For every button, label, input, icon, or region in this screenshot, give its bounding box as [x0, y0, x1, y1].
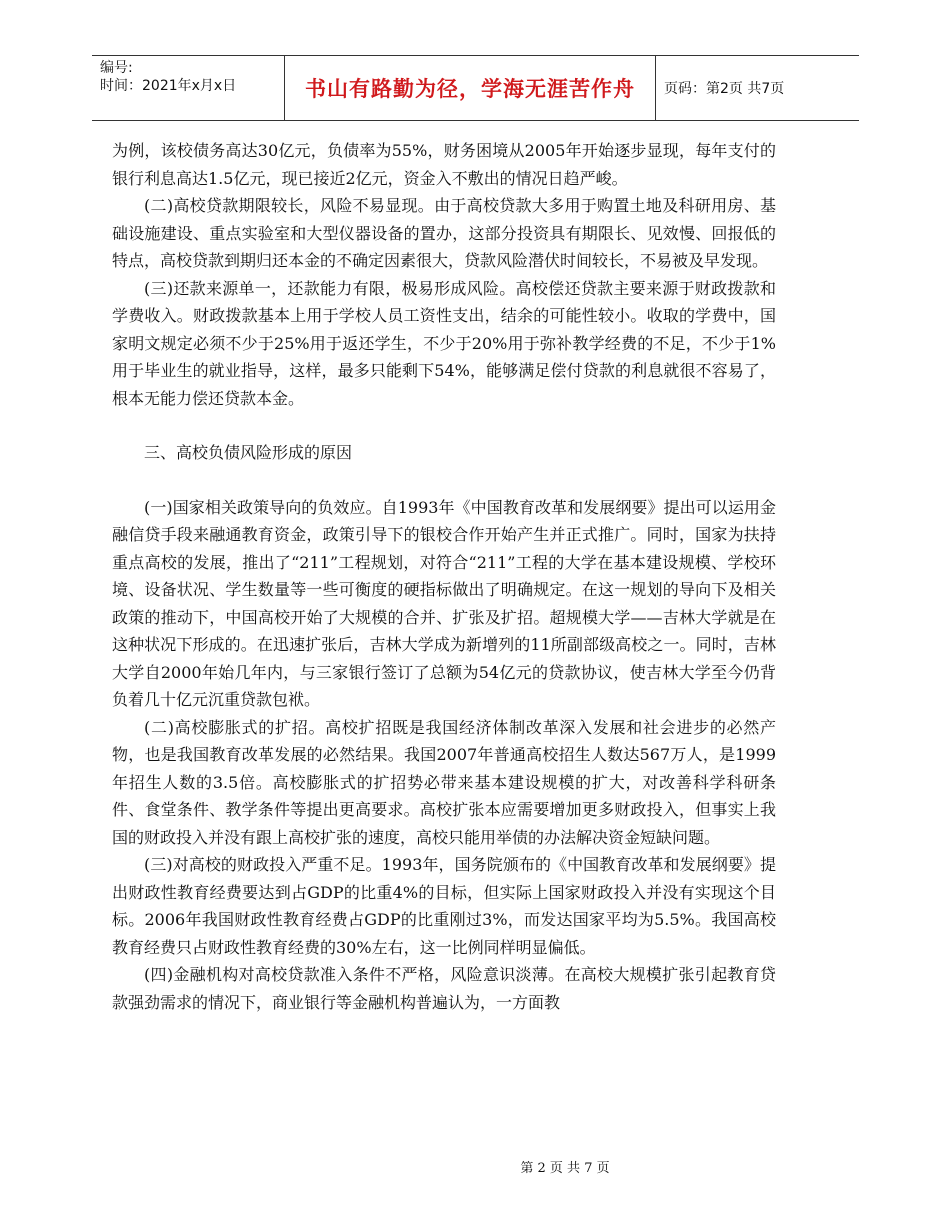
document-time-label: 时间：2021年x月x日: [100, 78, 237, 94]
spacer: [112, 412, 776, 439]
document-number-label: 编号:: [100, 60, 133, 76]
page-footer: 第 2 页 共 7 页: [520, 1161, 610, 1176]
paragraph: (三)还款来源单一，还款能力有限，极易形成风险。高校偿还贷款主要来源于财政拨款和学费收入。财政拨款基本上用于学校人员工资性支出，结余的可能性较小。收取的学费中，国家明文规定必须不少于25%用于返还学生，不少于20%用于弥补教学经费的不足，不少于1%用于毕业生的就业指导，这样，最多只能剩下54%，能够满足偿付贷款的利息就很不容易了，根本无能力偿还贷款本金。: [112, 278, 776, 408]
header-meta: [92, 56, 285, 120]
header-motto: 书山有路勤为径，学海无涯苦作舟: [285, 56, 656, 120]
paragraph: (一)国家相关政策导向的负效应。自1993年《中国教育改革和发展纲要》提出可以运用金融信贷手段来融通教育资金，政策引导下的银校合作开始产生并正式推广。同时，国家为扶持重点高校的发展，推出了“211”工程规划，对符合“211”工程的大学在基本建设规模、学校环境、设备状况、学生数量等一些可衡度的硬指标做出了明确规定。在这一规划的导向下及相关政策的推动下，中国高校开始了大规模的合并、扩张及扩招。超规模大学——吉林大学就是在这种状况下形成的。在迅速扩张后，吉林大学成为新增列的11所副部级高校之一。同时，吉林大学自2000年始几年内，与三家银行签订了总额为54亿元的贷款协议，使吉林大学至今仍背负着几十亿元沉重贷款包袱。: [112, 497, 776, 709]
paragraph: 为例，该校债务高达30亿元，负债率为55%，财务困境从2005年开始逐步显现，每年支付的银行利息高达1.5亿元，现已接近2亿元，资金入不敷出的情况日趋严峻。: [112, 141, 776, 188]
page-header: [92, 55, 859, 121]
paragraph: (三)对高校的财政投入严重不足。1993年，国务院颁布的《中国教育改革和发展纲要》提出财政性教育经费要达到占GDP的比重4%的目标，但实际上国家财政投入并没有实现这个目标。2006年我国财政性教育经费占GDP的比重刚过3%，而发达国家平均为5.5%。我国高校教育经费只占财政性教育经费的30%左右，这一比例同样明显偏低。: [112, 855, 776, 957]
section-heading: 三、高校负债风险形成的原因: [144, 443, 353, 462]
document-body: [112, 137, 776, 1016]
spacer: [112, 467, 776, 494]
header-page-number: 页码：第2页 共7页: [664, 81, 785, 97]
paragraph: (二)高校贷款期限较长，风险不易显现。由于高校贷款大多用于购置土地及科研用房、基础设施建设、重点实验室和大型仪器设备的置办，这部分投资具有期限长、见效慢、回报低的特点，高校贷款到期归还本金的不确定因素很大，贷款风险潜伏时间较长，不易被及早发现。: [112, 196, 776, 270]
paragraph: (二)高校膨胀式的扩招。高校扩招既是我国经济体制改革深入发展和社会进步的必然产物，也是我国教育改革发展的必然结果。我国2007年普通高校招生人数达567万人，是1999年招生人数的3.5倍。高校膨胀式的扩招势必带来基本建设规模的扩大，对改善科学科研条件、食堂条件、教学条件等提出更高要求。高校扩张本应需要增加更多财政投入，但事实上我国的财政投入并没有跟上高校扩张的速度，高校只能用举债的办法解决资金短缺问题。: [112, 717, 776, 847]
paragraph: (四)金融机构对高校贷款准入条件不严格，风险意识淡薄。在高校大规模扩张引起教育贷款强劲需求的情况下，商业银行等金融机构普遍认为，一方面教: [112, 965, 776, 1012]
